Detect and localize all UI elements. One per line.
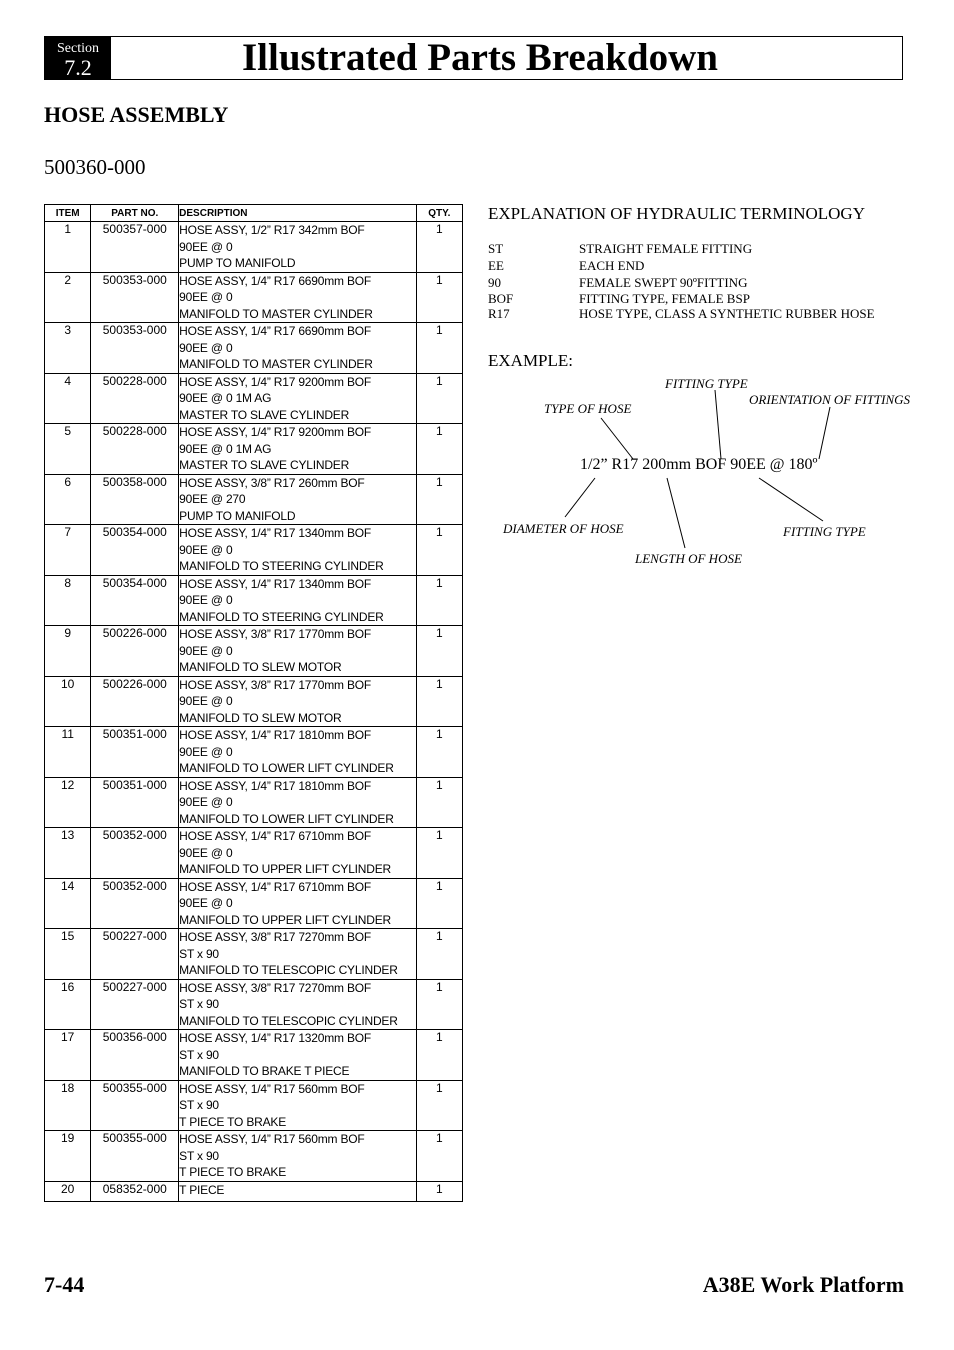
cell-part-no: 500354-000 <box>91 575 179 626</box>
description-line: T PIECE TO BRAKE <box>179 1114 286 1129</box>
description-line: HOSE ASSY, 1/4” R17 1810mm BOF <box>179 728 372 742</box>
cell-item: 7 <box>45 525 91 576</box>
term-meaning: HOSE TYPE, CLASS A SYNTHETIC RUBBER HOSE <box>579 306 875 321</box>
description-line: MANIFOLD TO UPPER LIFT CYLINDER <box>179 862 392 876</box>
cell-item: 10 <box>45 676 91 727</box>
description-line: T PIECE <box>179 1182 225 1197</box>
section-label: Section <box>57 41 99 56</box>
description-line: MANIFOLD TO LOWER LIFT CYLINDER <box>179 811 394 826</box>
description-line: 90EE @ 0 <box>179 239 233 254</box>
cell-qty: 1 <box>416 474 462 525</box>
cell-item: 11 <box>45 727 91 778</box>
cell-qty: 1 <box>416 575 462 626</box>
description-line: 90EE @ 0 <box>179 340 233 355</box>
annotation-fitting-type-bottom: FITTING TYPE <box>783 524 866 539</box>
description-line: MANIFOLD TO UPPER LIFT CYLINDER <box>179 912 392 927</box>
cell-part-no: 500356-000 <box>91 1030 179 1081</box>
cell-item: 6 <box>45 474 91 525</box>
description-line: HOSE ASSY, 1/4” R17 1320mm BOF <box>179 1031 372 1045</box>
cell-item: 20 <box>45 1181 91 1201</box>
cell-qty: 1 <box>416 1080 462 1131</box>
description-line: HOSE ASSY, 1/4” R17 1340mm BOF <box>179 576 372 591</box>
section-number: 7.2 <box>64 55 92 80</box>
header-part-no: PART NO. <box>91 205 179 222</box>
leader-fitting-type-bottom <box>759 478 823 521</box>
cell-qty: 1 <box>416 323 462 374</box>
description-line: MANIFOLD TO SLEW MOTOR <box>179 660 342 674</box>
description-line: HOSE ASSY, 3/8” R17 1770mm BOF <box>179 627 372 641</box>
cell-item: 9 <box>45 626 91 677</box>
description-line: HOSE ASSY, 1/2” R17 342mm BOF <box>179 223 365 237</box>
term-meaning: STRAIGHT FEMALE FITTING <box>579 241 753 256</box>
description-line: HOSE ASSY, 1/4” R17 9200mm BOF <box>179 374 372 389</box>
assembly-number: 500360-000 <box>44 155 146 179</box>
cell-part-no: 500355-000 <box>91 1131 179 1182</box>
example-label: EXAMPLE: <box>488 351 573 370</box>
leader-fitting-type-top <box>715 390 721 459</box>
example-hose-code: 1/2” R17 200mm BOF 90EE @ 180º <box>580 456 818 473</box>
term-meaning: FEMALE SWEPT 90ºFITTING <box>579 275 748 290</box>
cell-part-no: 500352-000 <box>91 828 179 879</box>
cell-part-no: 500226-000 <box>91 676 179 727</box>
cell-part-no: 500353-000 <box>91 323 179 374</box>
description-line: MANIFOLD TO STEERING CYLINDER <box>179 609 384 624</box>
description-line: HOSE ASSY, 1/4” R17 6710mm BOF <box>179 879 372 894</box>
term-meaning: EACH END <box>579 258 645 273</box>
description-line: MANIFOLD TO LOWER LIFT CYLINDER <box>179 761 394 775</box>
explanation-title: EXPLANATION OF HYDRAULIC TERMINOLOGY <box>488 204 865 223</box>
cell-part-no: 500226-000 <box>91 626 179 677</box>
leader-orientation <box>819 407 830 459</box>
cell-item: 16 <box>45 979 91 1030</box>
cell-item: 3 <box>45 323 91 374</box>
leader-diameter <box>565 478 595 517</box>
description-line: MANIFOLD TO BRAKE T PIECE <box>179 1064 350 1078</box>
cell-qty: 1 <box>416 373 462 424</box>
description-line: HOSE ASSY, 1/4” R17 6710mm BOF <box>179 829 372 843</box>
description-line: 90EE @ 0 <box>179 290 233 304</box>
cell-part-no: 500353-000 <box>91 272 179 323</box>
description-line: 90EE @ 0 <box>179 896 233 910</box>
cell-part-no: 500227-000 <box>91 979 179 1030</box>
description-line: ST x 90 <box>179 1148 219 1163</box>
header-item: ITEM <box>45 205 91 222</box>
cell-qty: 1 <box>416 727 462 778</box>
cell-qty: 1 <box>416 676 462 727</box>
cell-item: 2 <box>45 272 91 323</box>
description-line: 90EE @ 0 <box>179 845 233 860</box>
annotation-orientation: ORIENTATION OF FITTINGS <box>749 392 911 407</box>
assembly-heading: HOSE ASSEMBLY <box>44 102 229 127</box>
description-line: HOSE ASSY, 1/4” R17 6690mm BOF <box>179 324 372 338</box>
description-line: ST x 90 <box>179 1047 219 1062</box>
annotation-type-of-hose: TYPE OF HOSE <box>544 401 632 416</box>
description-line: MASTER TO SLAVE CYLINDER <box>179 407 350 422</box>
description-line: HOSE ASSY, 1/4” R17 1810mm BOF <box>179 778 372 793</box>
annotation-length: LENGTH OF HOSE <box>635 551 742 566</box>
annotation-fitting-type-top: FITTING TYPE <box>665 376 748 391</box>
cell-part-no: 500351-000 <box>91 727 179 778</box>
cell-qty: 1 <box>416 929 462 980</box>
description-line: 90EE @ 0 <box>179 643 233 658</box>
cell-item: 4 <box>45 373 91 424</box>
cell-part-no: 500351-000 <box>91 777 179 828</box>
description-line: HOSE ASSY, 1/4” R17 560mm BOF <box>179 1081 365 1096</box>
description-line: 90EE @ 0 <box>179 744 233 759</box>
cell-qty: 1 <box>416 878 462 929</box>
term-abbr: ST <box>488 241 504 256</box>
header-qty: QTY. <box>416 205 462 222</box>
cell-part-no: 058352-000 <box>91 1181 179 1201</box>
cell-part-no: 500354-000 <box>91 525 179 576</box>
annotation-diameter: DIAMETER OF HOSE <box>503 521 624 536</box>
description-line: HOSE ASSY, 3/8” R17 7270mm BOF <box>179 980 372 995</box>
cell-qty: 1 <box>416 424 462 475</box>
cell-item: 15 <box>45 929 91 980</box>
cell-item: 8 <box>45 575 91 626</box>
description-line: MANIFOLD TO MASTER CYLINDER <box>179 357 373 371</box>
description-line: ST x 90 <box>179 997 219 1011</box>
cell-item: 13 <box>45 828 91 879</box>
product-name: A38E Work Platform <box>702 1272 904 1297</box>
cell-qty: 1 <box>416 979 462 1030</box>
description-line: HOSE ASSY, 1/4” R17 6690mm BOF <box>179 273 372 288</box>
term-abbr: R17 <box>488 306 510 321</box>
cell-item: 19 <box>45 1131 91 1182</box>
description-line: ST x 90 <box>179 946 219 961</box>
cell-qty: 1 <box>416 828 462 879</box>
description-line: MASTER TO SLAVE CYLINDER <box>179 458 350 472</box>
term-abbr: EE <box>488 258 504 273</box>
cell-part-no: 500355-000 <box>91 1080 179 1131</box>
description-line: HOSE ASSY, 3/8” R17 260mm BOF <box>179 475 365 490</box>
description-line: HOSE ASSY, 1/4” R17 560mm BOF <box>179 1132 365 1146</box>
cell-qty: 1 <box>416 777 462 828</box>
header-description: DESCRIPTION <box>179 205 416 222</box>
description-line: HOSE ASSY, 1/4” R17 9200mm BOF <box>179 425 372 439</box>
description-line: ST x 90 <box>179 1098 219 1112</box>
cell-part-no: 500357-000 <box>91 222 179 273</box>
description-line: PUMP TO MANIFOLD <box>179 256 296 270</box>
description-line: T PIECE TO BRAKE <box>179 1165 286 1179</box>
cell-qty: 1 <box>416 626 462 677</box>
cell-item: 17 <box>45 1030 91 1081</box>
cell-item: 5 <box>45 424 91 475</box>
cell-item: 12 <box>45 777 91 828</box>
description-line: PUMP TO MANIFOLD <box>179 508 296 523</box>
description-line: 90EE @ 0 <box>179 593 233 607</box>
cell-qty: 1 <box>416 1030 462 1081</box>
page-title: Illustrated Parts Breakdown <box>242 36 718 79</box>
cell-qty: 1 <box>416 525 462 576</box>
cell-part-no: 500352-000 <box>91 878 179 929</box>
term-abbr: 90 <box>488 275 501 290</box>
cell-item: 18 <box>45 1080 91 1131</box>
description-line: MANIFOLD TO TELESCOPIC CYLINDER <box>179 1013 398 1028</box>
cell-qty: 1 <box>416 222 462 273</box>
cell-item: 14 <box>45 878 91 929</box>
description-line: 90EE @ 0 1M AG <box>179 441 272 456</box>
description-line: MANIFOLD TO STEERING CYLINDER <box>179 559 384 573</box>
description-line: HOSE ASSY, 1/4” R17 1340mm BOF <box>179 526 372 540</box>
description-line: HOSE ASSY, 3/8” R17 7270mm BOF <box>179 930 372 944</box>
description-line: MANIFOLD TO TELESCOPIC CYLINDER <box>179 963 398 977</box>
term-abbr: BOF <box>488 291 514 306</box>
cell-qty: 1 <box>416 272 462 323</box>
term-meaning: FITTING TYPE, FEMALE BSP <box>579 291 750 306</box>
description-line: MANIFOLD TO SLEW MOTOR <box>179 710 342 725</box>
description-line: MANIFOLD TO MASTER CYLINDER <box>179 306 373 321</box>
cell-part-no: 500227-000 <box>91 929 179 980</box>
cell-qty: 1 <box>416 1181 462 1201</box>
page-number: 7-44 <box>44 1272 85 1297</box>
description-line: HOSE ASSY, 3/8” R17 1770mm BOF <box>179 677 372 692</box>
cell-item: 1 <box>45 222 91 273</box>
description-line: 90EE @ 0 1M AG <box>179 391 272 405</box>
description-line: 90EE @ 0 <box>179 694 233 708</box>
leader-type-of-hose <box>601 418 633 459</box>
cell-part-no: 500358-000 <box>91 474 179 525</box>
cell-part-no: 500228-000 <box>91 373 179 424</box>
leader-length <box>667 478 685 548</box>
description-line: 90EE @ 0 <box>179 542 233 557</box>
cell-part-no: 500228-000 <box>91 424 179 475</box>
description-line: 90EE @ 0 <box>179 795 233 809</box>
description-line: 90EE @ 270 <box>179 492 246 506</box>
cell-qty: 1 <box>416 1131 462 1182</box>
